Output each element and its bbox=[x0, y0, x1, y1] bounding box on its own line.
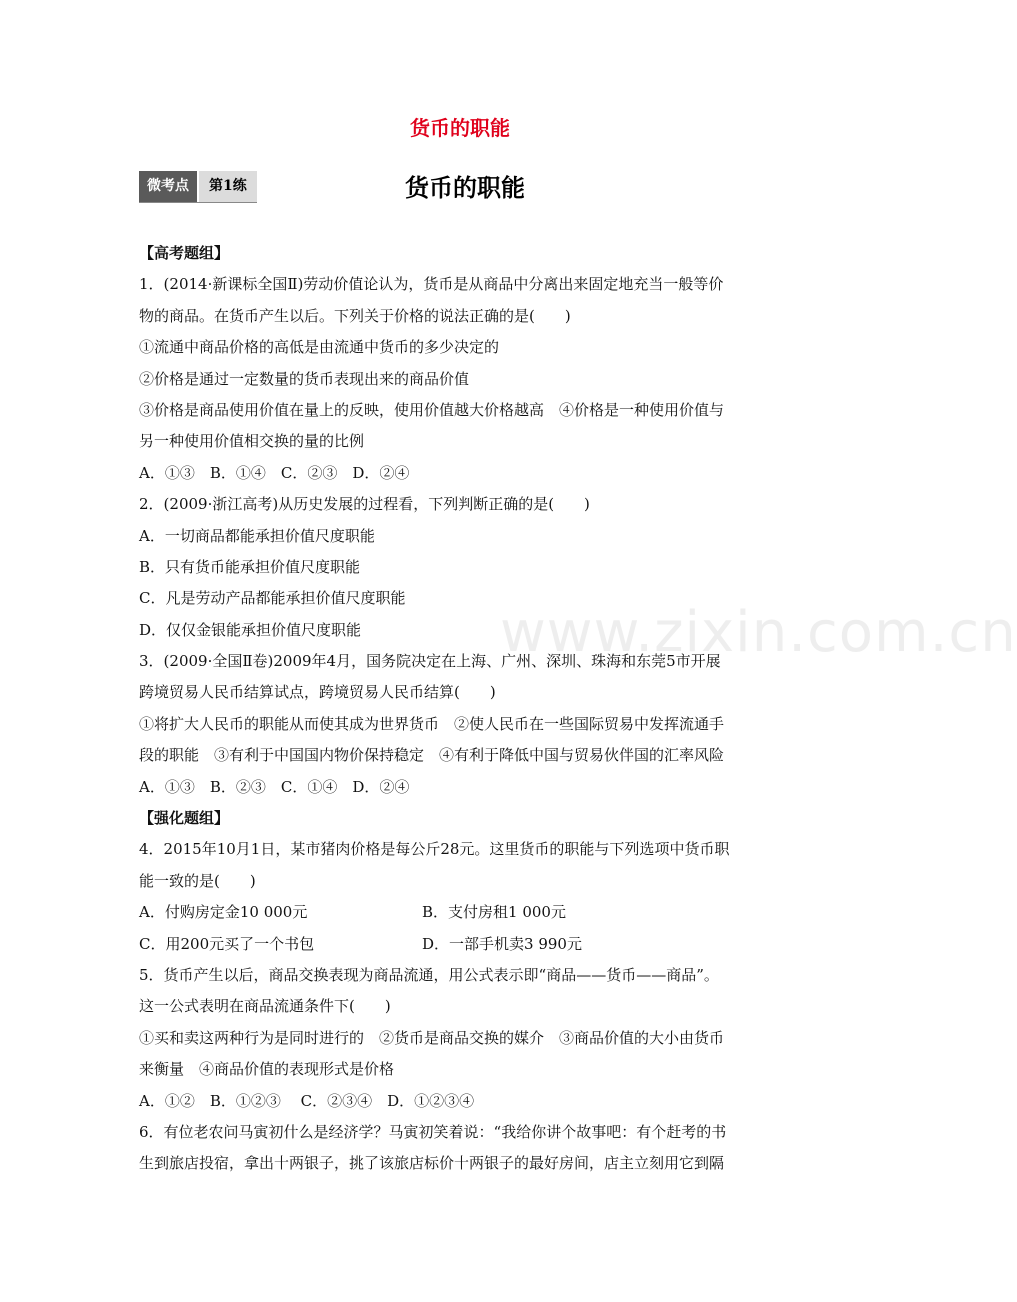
statement-line: ②价格是通过一定数量的货币表现出来的商品价值 bbox=[139, 369, 470, 388]
statement-line: ③价格是商品使用价值在量上的反映，使用价值越大价格越高 ④价格是一种使用价值与 bbox=[139, 400, 725, 419]
watermark-text: www.zixin.com.cn bbox=[500, 600, 1017, 665]
option-row bbox=[139, 897, 784, 928]
question-line: 2．(2009·浙江高考)从历史发展的过程看，下列判断正确的是( ) bbox=[139, 495, 590, 514]
question-line: 跨境贸易人民币结算试点，跨境贸易人民币结算( ) bbox=[139, 683, 496, 702]
statement-line: ①买和卖这两种行为是同时进行的 ②货币是商品交换的媒介 ③商品价值的大小由货币 bbox=[139, 1028, 725, 1047]
answer-options: A．①② B．①②③ C．②③④ D．①②③④ bbox=[139, 1091, 475, 1110]
document-title: 货币的职能 bbox=[410, 116, 510, 140]
section-title: 货币的职能 bbox=[405, 174, 525, 202]
option-a: A．付购房定金10 000元 bbox=[139, 903, 308, 922]
answer-options: A．①③ B．①④ C．②③ D．②④ bbox=[139, 463, 410, 482]
statement-line: 来衡量 ④商品价值的表现形式是价格 bbox=[139, 1060, 395, 1079]
option-c: C．用200元买了一个书包 bbox=[139, 934, 315, 953]
option-d: D．仅仅金银能承担价值尺度职能 bbox=[139, 620, 362, 639]
question-line: 1．(2014·新课标全国Ⅱ)劳动价值论认为，货币是从商品中分离出来固定地充当一般等价 bbox=[139, 275, 724, 294]
option-d: D．一部手机卖3 990元 bbox=[422, 934, 582, 953]
option-c: C．凡是劳动产品都能承担价值尺度职能 bbox=[139, 589, 406, 608]
question-line: 能一致的是( ) bbox=[139, 871, 256, 890]
badge-label-exercise-number: 第1练 bbox=[197, 171, 257, 202]
option-b: B．只有货币能承担价值尺度职能 bbox=[139, 557, 361, 576]
statement-line: ①流通中商品价格的高低是由流通中货币的多少决定的 bbox=[139, 338, 500, 357]
question-line: 4．2015年10月1日，某市猪肉价格是每公斤28元。这里货币的职能与下列选项中货币职 bbox=[139, 840, 730, 859]
question-line: 3．(2009·全国Ⅱ卷)2009年4月，国务院决定在上海、广州、深圳、珠海和东莞5市开展 bbox=[139, 652, 721, 671]
group-heading: 【强化题组】 bbox=[139, 809, 230, 828]
badge-label-micro-topic: 微考点 bbox=[139, 171, 197, 202]
question-line: 物的商品。在货币产生以后。下列关于价格的说法正确的是( ) bbox=[139, 306, 571, 325]
option-b: B．支付房租1 000元 bbox=[422, 903, 566, 922]
group-heading: 【高考题组】 bbox=[139, 244, 230, 262]
answer-options: A．①③ B．②③ C．①④ D．②④ bbox=[139, 777, 410, 796]
question-line: 生到旅店投宿，拿出十两银子，挑了该旅店标价十两银子的最好房间，店主立刻用它到隔 bbox=[139, 1154, 725, 1173]
statement-line: ①将扩大人民币的职能从而使其成为世界货币 ②使人民币在一些国际贸易中发挥流通手 bbox=[139, 714, 725, 733]
question-line: 这一公式表明在商品流通条件下( ) bbox=[139, 997, 391, 1016]
question-line: 5．货币产生以后，商品交换表现为商品流通，用公式表示即“商品——货币——商品”。 bbox=[139, 965, 719, 984]
question-body bbox=[139, 238, 784, 1180]
practice-badge bbox=[139, 171, 257, 203]
statement-line: 另一种使用价值相交换的量的比例 bbox=[139, 432, 365, 451]
statement-line: 段的职能 ③有利于中国国内物价保持稳定 ④有利于降低中国与贸易伙伴国的汇率风险 bbox=[139, 746, 725, 765]
question-line: 6．有位老农问马寅初什么是经济学？马寅初笑着说：“我给你讲个故事吧：有个赶考的书 bbox=[139, 1122, 727, 1141]
option-a: A．一切商品都能承担价值尺度职能 bbox=[139, 526, 375, 545]
option-row bbox=[139, 929, 784, 960]
